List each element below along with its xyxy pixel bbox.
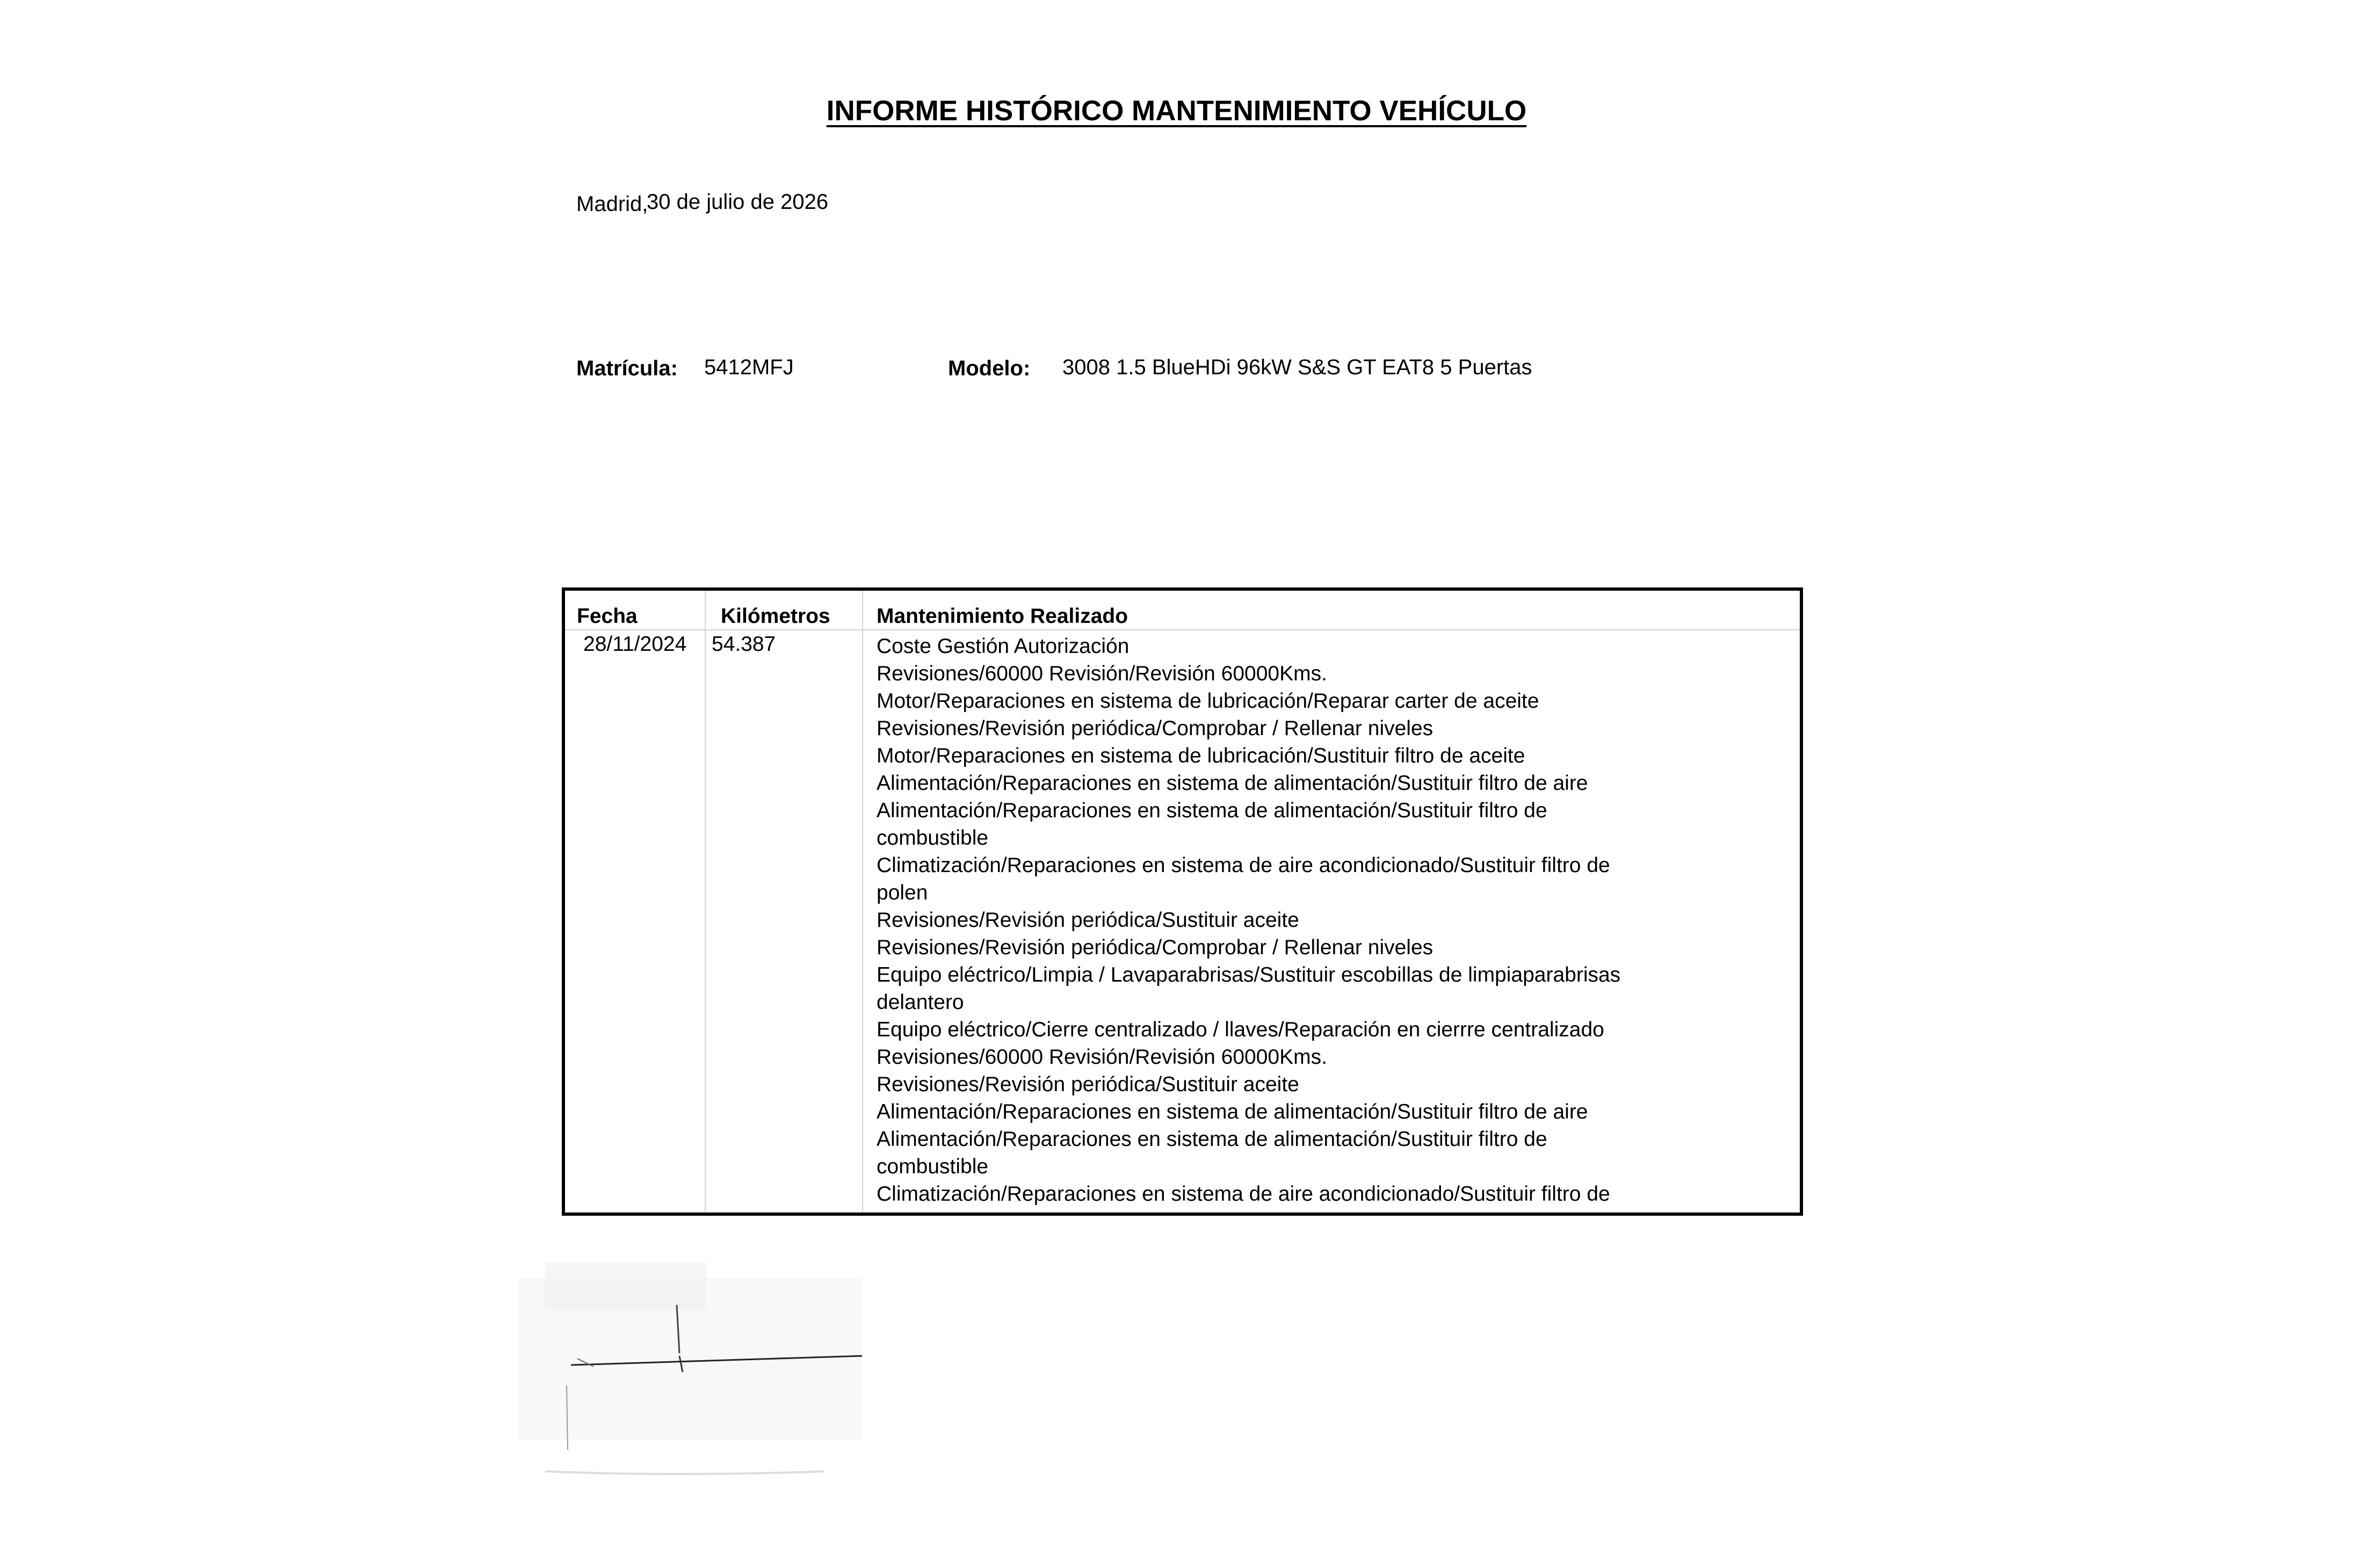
maintenance-line: combustible: [877, 826, 989, 850]
maintenance-line: Equipo eléctrico/Limpia / Lavaparabrisas/Sustituir escobillas de limpiaparabrisas: [877, 963, 1621, 986]
maintenance-line: Climatización/Reparaciones en sistema de aire acondicionado/Sustituir filtro de: [877, 1182, 1610, 1206]
maintenance-line: Alimentación/Reparaciones en sistema de alimentación/Sustituir filtro de: [877, 799, 1547, 822]
maintenance-line: Revisiones/Revisión periódica/Sustituir aceite: [877, 1073, 1299, 1096]
model-value: 3008 1.5 BlueHDi 96kW S&S GT EAT8 5 Puertas: [1062, 355, 1532, 379]
maintenance-line: Revisiones/60000 Revisión/Revisión 60000Kms.: [877, 662, 1327, 685]
maintenance-list: [877, 633, 1620, 1208]
maintenance-line: Motor/Reparaciones en sistema de lubricación/Reparar carter de aceite: [877, 689, 1539, 713]
maintenance-line: Revisiones/60000 Revisión/Revisión 60000Kms.: [877, 1046, 1327, 1069]
maintenance-line: Alimentación/Reparaciones en sistema de alimentación/Sustituir filtro de aire: [877, 772, 1588, 795]
signature-stamp: [513, 1246, 867, 1514]
column-divider: [862, 591, 863, 1213]
maintenance-line: combustible: [877, 1155, 989, 1178]
maintenance-line: Revisiones/Revisión periódica/Sustituir aceite: [877, 909, 1299, 932]
location: Madrid,: [576, 192, 648, 216]
maintenance-line: Revisiones/Revisión periódica/Comprobar / Rellenar niveles: [877, 717, 1433, 740]
maintenance-line: polen: [877, 881, 928, 904]
column-divider: [705, 591, 706, 1213]
maintenance-table: [562, 587, 1803, 1216]
row-km: 54.387: [712, 633, 776, 656]
header-divider: [565, 629, 1800, 630]
maintenance-line: delantero: [877, 991, 964, 1014]
maintenance-line: Motor/Reparaciones en sistema de lubricación/Sustituir filtro de aceite: [877, 744, 1525, 767]
maintenance-line: Climatización/Reparaciones en sistema de aire acondicionado/Sustituir filtro de: [877, 854, 1610, 877]
header-maintenance: Mantenimiento Realizado: [877, 605, 1128, 628]
model-label: Modelo:: [948, 357, 1031, 380]
maintenance-line: Alimentación/Reparaciones en sistema de alimentación/Sustituir filtro de aire: [877, 1100, 1588, 1123]
plate-label: Matrícula:: [576, 357, 678, 380]
row-date: 28/11/2024: [583, 633, 687, 656]
maintenance-line: Coste Gestión Autorización: [877, 635, 1130, 658]
plate-value: 5412MFJ: [704, 355, 794, 379]
maintenance-line: Revisiones/Revisión periódica/Comprobar / Rellenar niveles: [877, 936, 1433, 959]
maintenance-line: Equipo eléctrico/Cierre centralizado / llaves/Reparación en cierrre centralizado: [877, 1018, 1604, 1041]
header-date: Fecha: [577, 605, 638, 628]
report-date: 30 de julio de 2026: [647, 190, 829, 214]
maintenance-line: Alimentación/Reparaciones en sistema de alimentación/Sustituir filtro de: [877, 1128, 1547, 1151]
header-km: Kilómetros: [721, 605, 830, 628]
document-title: INFORME HISTÓRICO MANTENIMIENTO VEHÍCULO: [826, 95, 1527, 127]
